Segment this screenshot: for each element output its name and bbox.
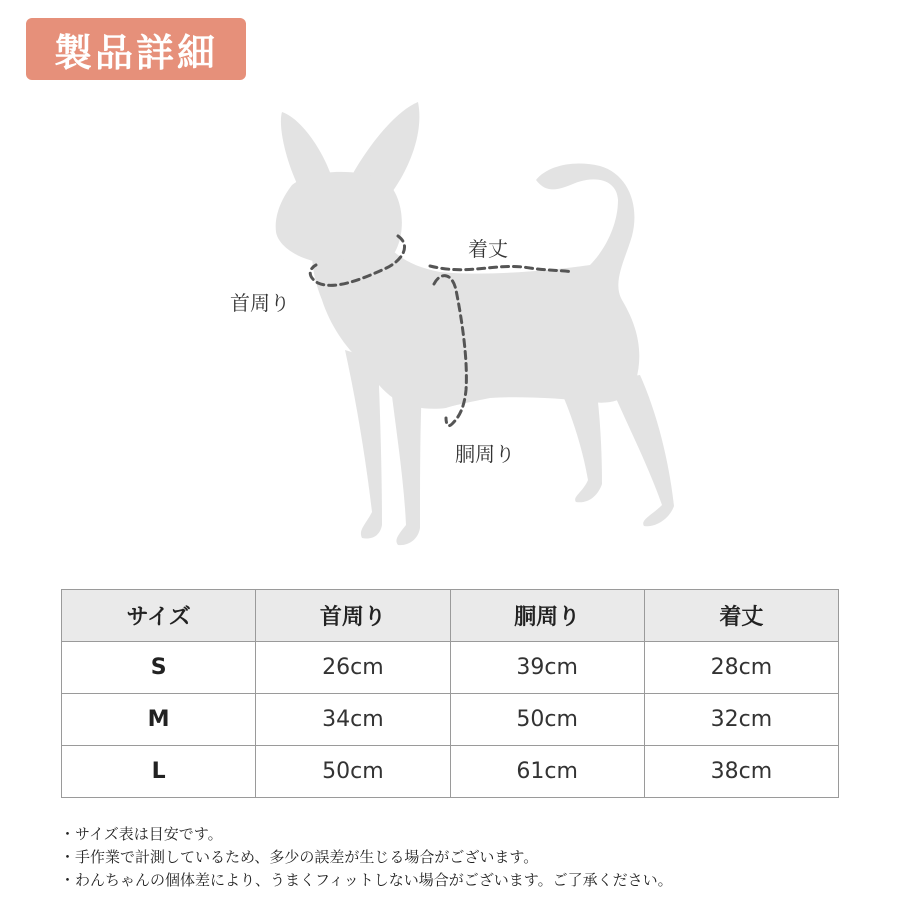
note-line: ・わんちゃんの個体差により、うまくフィットしない場合がございます。ご了承ください。: [60, 871, 673, 889]
neck-cell: 26cm: [256, 642, 450, 694]
girth-cell: 50cm: [450, 694, 644, 746]
table-header-row: [62, 590, 839, 642]
length-cell: 38cm: [644, 746, 838, 798]
note-line: ・手作業で計測しているため、多少の誤差が生じる場合がございます。: [60, 848, 539, 866]
length-measure-line: [430, 266, 572, 272]
length-cell: 28cm: [644, 642, 838, 694]
girth-label: 胴周り: [455, 442, 515, 466]
size-cell: S: [62, 642, 256, 694]
header-neck: 首周り: [256, 590, 450, 642]
length-label: 着丈: [468, 237, 508, 261]
size-cell: L: [62, 746, 256, 798]
girth-cell: 39cm: [450, 642, 644, 694]
neck-label: 首周り: [230, 291, 290, 315]
neck-cell: 34cm: [256, 694, 450, 746]
page-title: 製品詳細: [26, 18, 246, 80]
note-line: ・サイズ表は目安です。: [60, 825, 223, 843]
dog-silhouette: [276, 102, 674, 545]
dog-silhouette-diagram: [0, 90, 900, 560]
size-table: [61, 589, 839, 798]
header-size: サイズ: [62, 590, 256, 642]
header-length: 着丈: [644, 590, 838, 642]
size-cell: M: [62, 694, 256, 746]
neck-cell: 50cm: [256, 746, 450, 798]
table-row: [62, 642, 839, 694]
girth-cell: 61cm: [450, 746, 644, 798]
length-cell: 32cm: [644, 694, 838, 746]
table-row: [62, 694, 839, 746]
notes: [60, 823, 673, 892]
table-row: [62, 746, 839, 798]
header-girth: 胴周り: [450, 590, 644, 642]
